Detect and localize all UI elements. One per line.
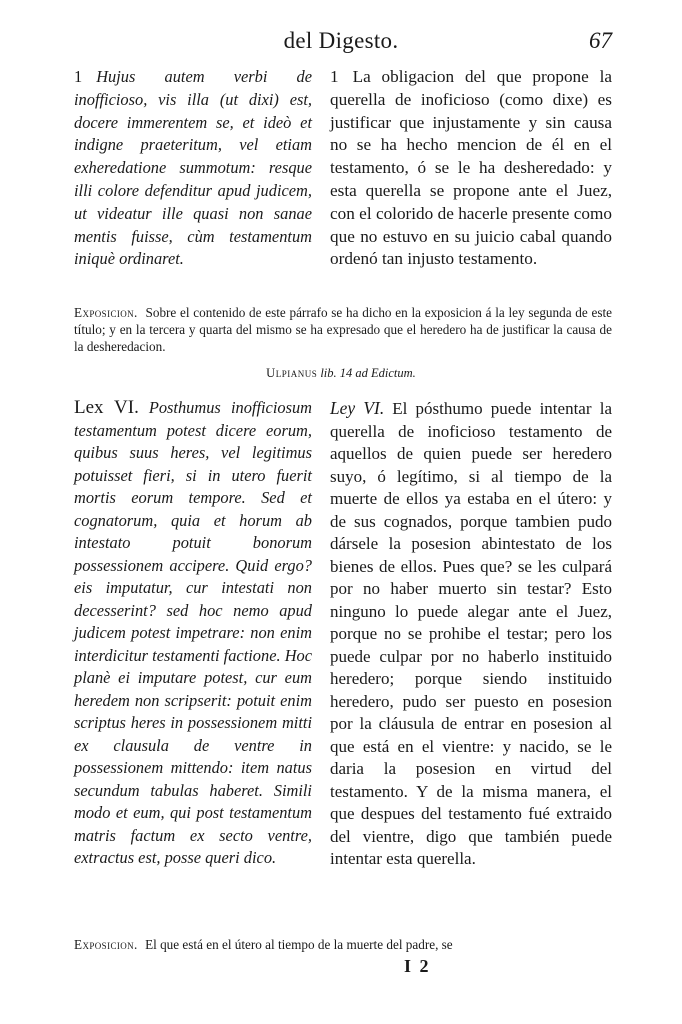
- exposition-heading: Exposicion.: [74, 305, 138, 320]
- running-title: del Digesto.: [283, 28, 399, 53]
- latin-paragraph-2: [74, 397, 312, 870]
- source-reference: lib. 14 ad Edictum.: [320, 366, 416, 380]
- exposition-2: [74, 936, 612, 953]
- lex-label: Lex VI.: [74, 397, 139, 418]
- spanish-paragraph-2: [330, 397, 612, 871]
- source-citation: [0, 366, 682, 381]
- exposition-text: Sobre el contenido de este párrafo se ha dicho en la exposicion á la ley segunda de este título; y en la tercera y quarta del mismo se ha expresado que el heredero ha de justificar la causa de la desheredacion.: [74, 305, 613, 354]
- spanish-paragraph-1: [330, 66, 612, 271]
- ley-label: Ley VI.: [330, 398, 385, 418]
- paragraph-number: 1: [74, 67, 83, 86]
- latin-paragraph-1: [74, 66, 312, 271]
- page-header: [0, 28, 682, 58]
- paragraph-number: 1: [330, 67, 339, 86]
- latin-column-1: [74, 66, 312, 271]
- spanish-column-1: [330, 66, 612, 271]
- spanish-column-2: [330, 397, 612, 871]
- spanish-text-1: La obligacion del que propone la querella de inoficioso (como dixe) es justificar que injustamente y sin causa no se ha hecho mencion de él en el testamento, ó se le ha desheredado: y esta querella se propone ante el Juez, con el colorido de hacerle presente como que no estuvo en su juicio cabal quando ordenó tan injusto testamento.: [330, 67, 612, 269]
- latin-text-2: Posthumus inofficiosum testamentum potest dicere eorum, quibus suus heres, vel legitimus potuisset fieri, si in utero fuerit mortis eorum tempore. Sed et cognatorum, quia et horum ab intestato potuit bonorum possessionem accipere. Quid ergo? eis imputatur, cur intestati non decesserint? sed hoc nemo apud judicem potest impetrare: non enim interdicitur testamenti factione. Hoc planè ei imputare potest, cur eum heredem non scripserit: potuit enim scriptus heres in possessionem mitti ex clausula de ventre in possessionem mittendo: item natus secundum tabulas haberet. Simili modo et eum, qui post testamentum matris factum ex secto ventre, extractus est, posse queri dico.: [74, 398, 312, 867]
- exposition-text: El que está en el útero al tiempo de la muerte del padre, se: [145, 937, 453, 952]
- signature-mark: I 2: [404, 956, 431, 976]
- exposition-heading: Exposicion.: [74, 937, 138, 952]
- page-number: 67: [589, 28, 612, 53]
- spanish-text-2: El pósthumo puede intentar la querella de inoficioso testamento de aquellos de quien puede ser heredero suyo, ó legítimo, si al tiempo de la muerte de ellos ya estaba en el útero: y de sus cognados, porque tambien pudo dársele la posesion abintestato de los bienes de ellos. Pues que? se les culpará por no haber muerto sin testar? Esto ninguno lo puede alegar ante el Juez, porque no se prohibe el testar; pero los puede culpar por no haberlo instituido heredero; porque siendo instituido heredero, pudo ser puesto en posesion por la cláusula de entrar en posesion al que está en el vientre: y nacido, se le daria la posesion en virtud del testamento. Y de la misma manera, el que despues del testamento fué extraido del vientre, digo que también puede intentar esta querella.: [330, 399, 612, 868]
- exposition-1: [74, 304, 612, 355]
- latin-text-1: Hujus autem verbi de inofficioso, vis illa (ut dixi) est, docere immerentem se, et ideò et indigne praeteritum, vel etiam exheredatione summotum: resque illi colore defenditur apud judicem, ut videatur ille quasi non sanae mentis fuisse, cùm testamentum iniquè ordinaret.: [74, 67, 312, 269]
- latin-column-2: [74, 397, 312, 870]
- source-author: Ulpianus: [266, 366, 318, 380]
